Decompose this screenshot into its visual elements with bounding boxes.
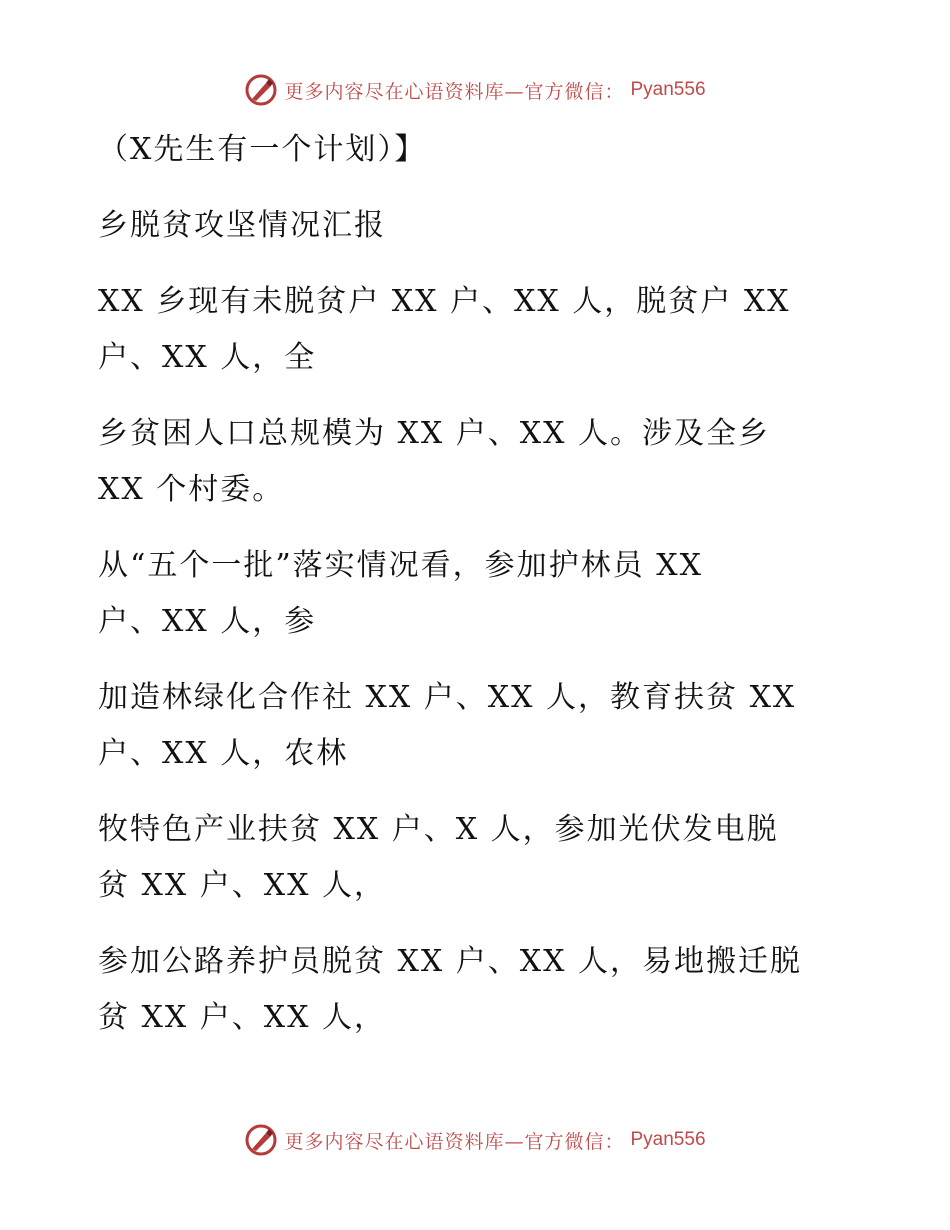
paragraph-line: 加造林绿化合作社 XX 户、XX 人，教育扶贫 XX <box>98 680 797 715</box>
watermark-id: Pyan556 <box>630 79 706 100</box>
paragraph-line: 从“五个一批”落实情况看，参加护林员 XX <box>98 548 703 583</box>
paragraph-line: （X先生有一个计划）】 <box>98 132 427 167</box>
watermark-text: 更多内容尽在心语资料库—官方微信： <box>284 1130 625 1153</box>
paragraph-line: 参加公路养护员脱贫 XX 户、XX 人，易地搬迁脱 <box>98 944 803 979</box>
paragraph-line: 户、XX 人，全 <box>98 340 317 375</box>
document-body <box>98 122 858 1046</box>
watermark-text: 更多内容尽在心语资料库—官方微信： <box>284 80 625 103</box>
paragraph-line: 乡脱贫攻坚情况汇报 <box>98 208 386 243</box>
paragraph-line: 贫 XX 户、XX 人， <box>98 1000 387 1035</box>
header-watermark <box>0 70 950 110</box>
watermark-id: Pyan556 <box>630 1129 706 1150</box>
paragraph-line: 牧特色产业扶贫 XX 户、X 人，参加光伏发电脱 <box>98 812 779 847</box>
paragraph-line: XX 乡现有未脱贫户 XX 户、XX 人，脱贫户 XX <box>98 284 791 319</box>
paragraph-line: 贫 XX 户、XX 人， <box>98 868 387 903</box>
paragraph-line: 乡贫困人口总规模为 XX 户、XX 人。涉及全乡 <box>98 416 771 451</box>
paragraph-line: 户、XX 人，农林 <box>98 736 349 771</box>
paragraph-line: 户、XX 人，参 <box>98 604 317 639</box>
footer-watermark <box>0 1120 950 1160</box>
pen-logo-icon <box>244 1123 278 1157</box>
paragraph-line: XX 个村委。 <box>98 472 285 507</box>
pen-logo-icon <box>244 73 278 107</box>
